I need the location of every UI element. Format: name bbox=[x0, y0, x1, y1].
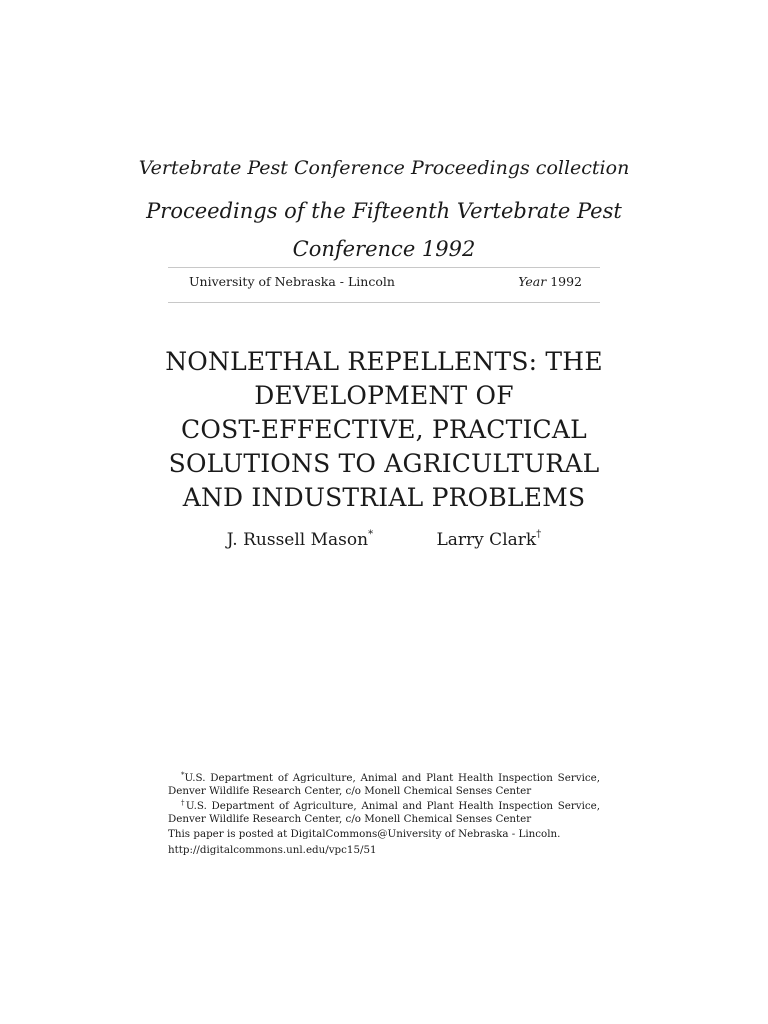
meta-row bbox=[189, 273, 582, 291]
footnote-mark: † bbox=[181, 799, 186, 807]
institution: University of Nebraska - Lincoln bbox=[189, 274, 395, 289]
year-value: 1992 bbox=[550, 274, 582, 289]
header-rule-bottom bbox=[168, 302, 600, 303]
paper-title bbox=[160, 345, 608, 515]
posting-note: This paper is posted at DigitalCommons@University of Nebraska - Lincoln. bbox=[168, 828, 561, 840]
proceedings-title-line-2: Conference 1992 bbox=[292, 237, 476, 261]
title-line-5: AND INDUSTRIAL PROBLEMS bbox=[182, 483, 586, 512]
footnote-2 bbox=[168, 800, 600, 826]
paper-url[interactable]: http://digitalcommons.unl.edu/vpc15/51 bbox=[168, 844, 377, 856]
proceedings-title bbox=[0, 192, 768, 268]
author-name: J. Russell Mason bbox=[226, 530, 369, 550]
author-footnote-mark: * bbox=[368, 529, 374, 540]
title-line-4: SOLUTIONS TO AGRICULTURAL bbox=[168, 449, 600, 478]
footnote-mark: * bbox=[181, 771, 185, 779]
proceedings-title-line-1: Proceedings of the Fifteenth Vertebrate Pest bbox=[146, 199, 622, 223]
author-clark bbox=[437, 528, 542, 552]
footnote-1 bbox=[168, 772, 600, 798]
footnote-text: U.S. Department of Agriculture, Animal and Plant Health Inspection Service, Denver Wildlife Research Center, c/o Monell Chemical Senses Center bbox=[168, 772, 600, 797]
author-name: Larry Clark bbox=[436, 530, 537, 550]
footnotes bbox=[168, 772, 600, 860]
year-block bbox=[518, 273, 582, 291]
footnote-text: U.S. Department of Agriculture, Animal and Plant Health Inspection Service, Denver Wildlife Research Center, c/o Monell Chemical Senses Center bbox=[168, 800, 601, 825]
collection-title: Vertebrate Pest Conference Proceedings collection bbox=[138, 157, 630, 179]
year-label: Year bbox=[518, 274, 547, 289]
title-line-2: DEVELOPMENT OF bbox=[254, 381, 514, 410]
title-line-3: COST-EFFECTIVE, PRACTICAL bbox=[181, 415, 587, 444]
author-mason bbox=[227, 528, 373, 552]
header-rule-top bbox=[168, 267, 600, 268]
title-line-1: NONLETHAL REPELLENTS: THE bbox=[165, 347, 603, 376]
author-list bbox=[0, 528, 768, 552]
author-footnote-mark: † bbox=[536, 529, 542, 540]
